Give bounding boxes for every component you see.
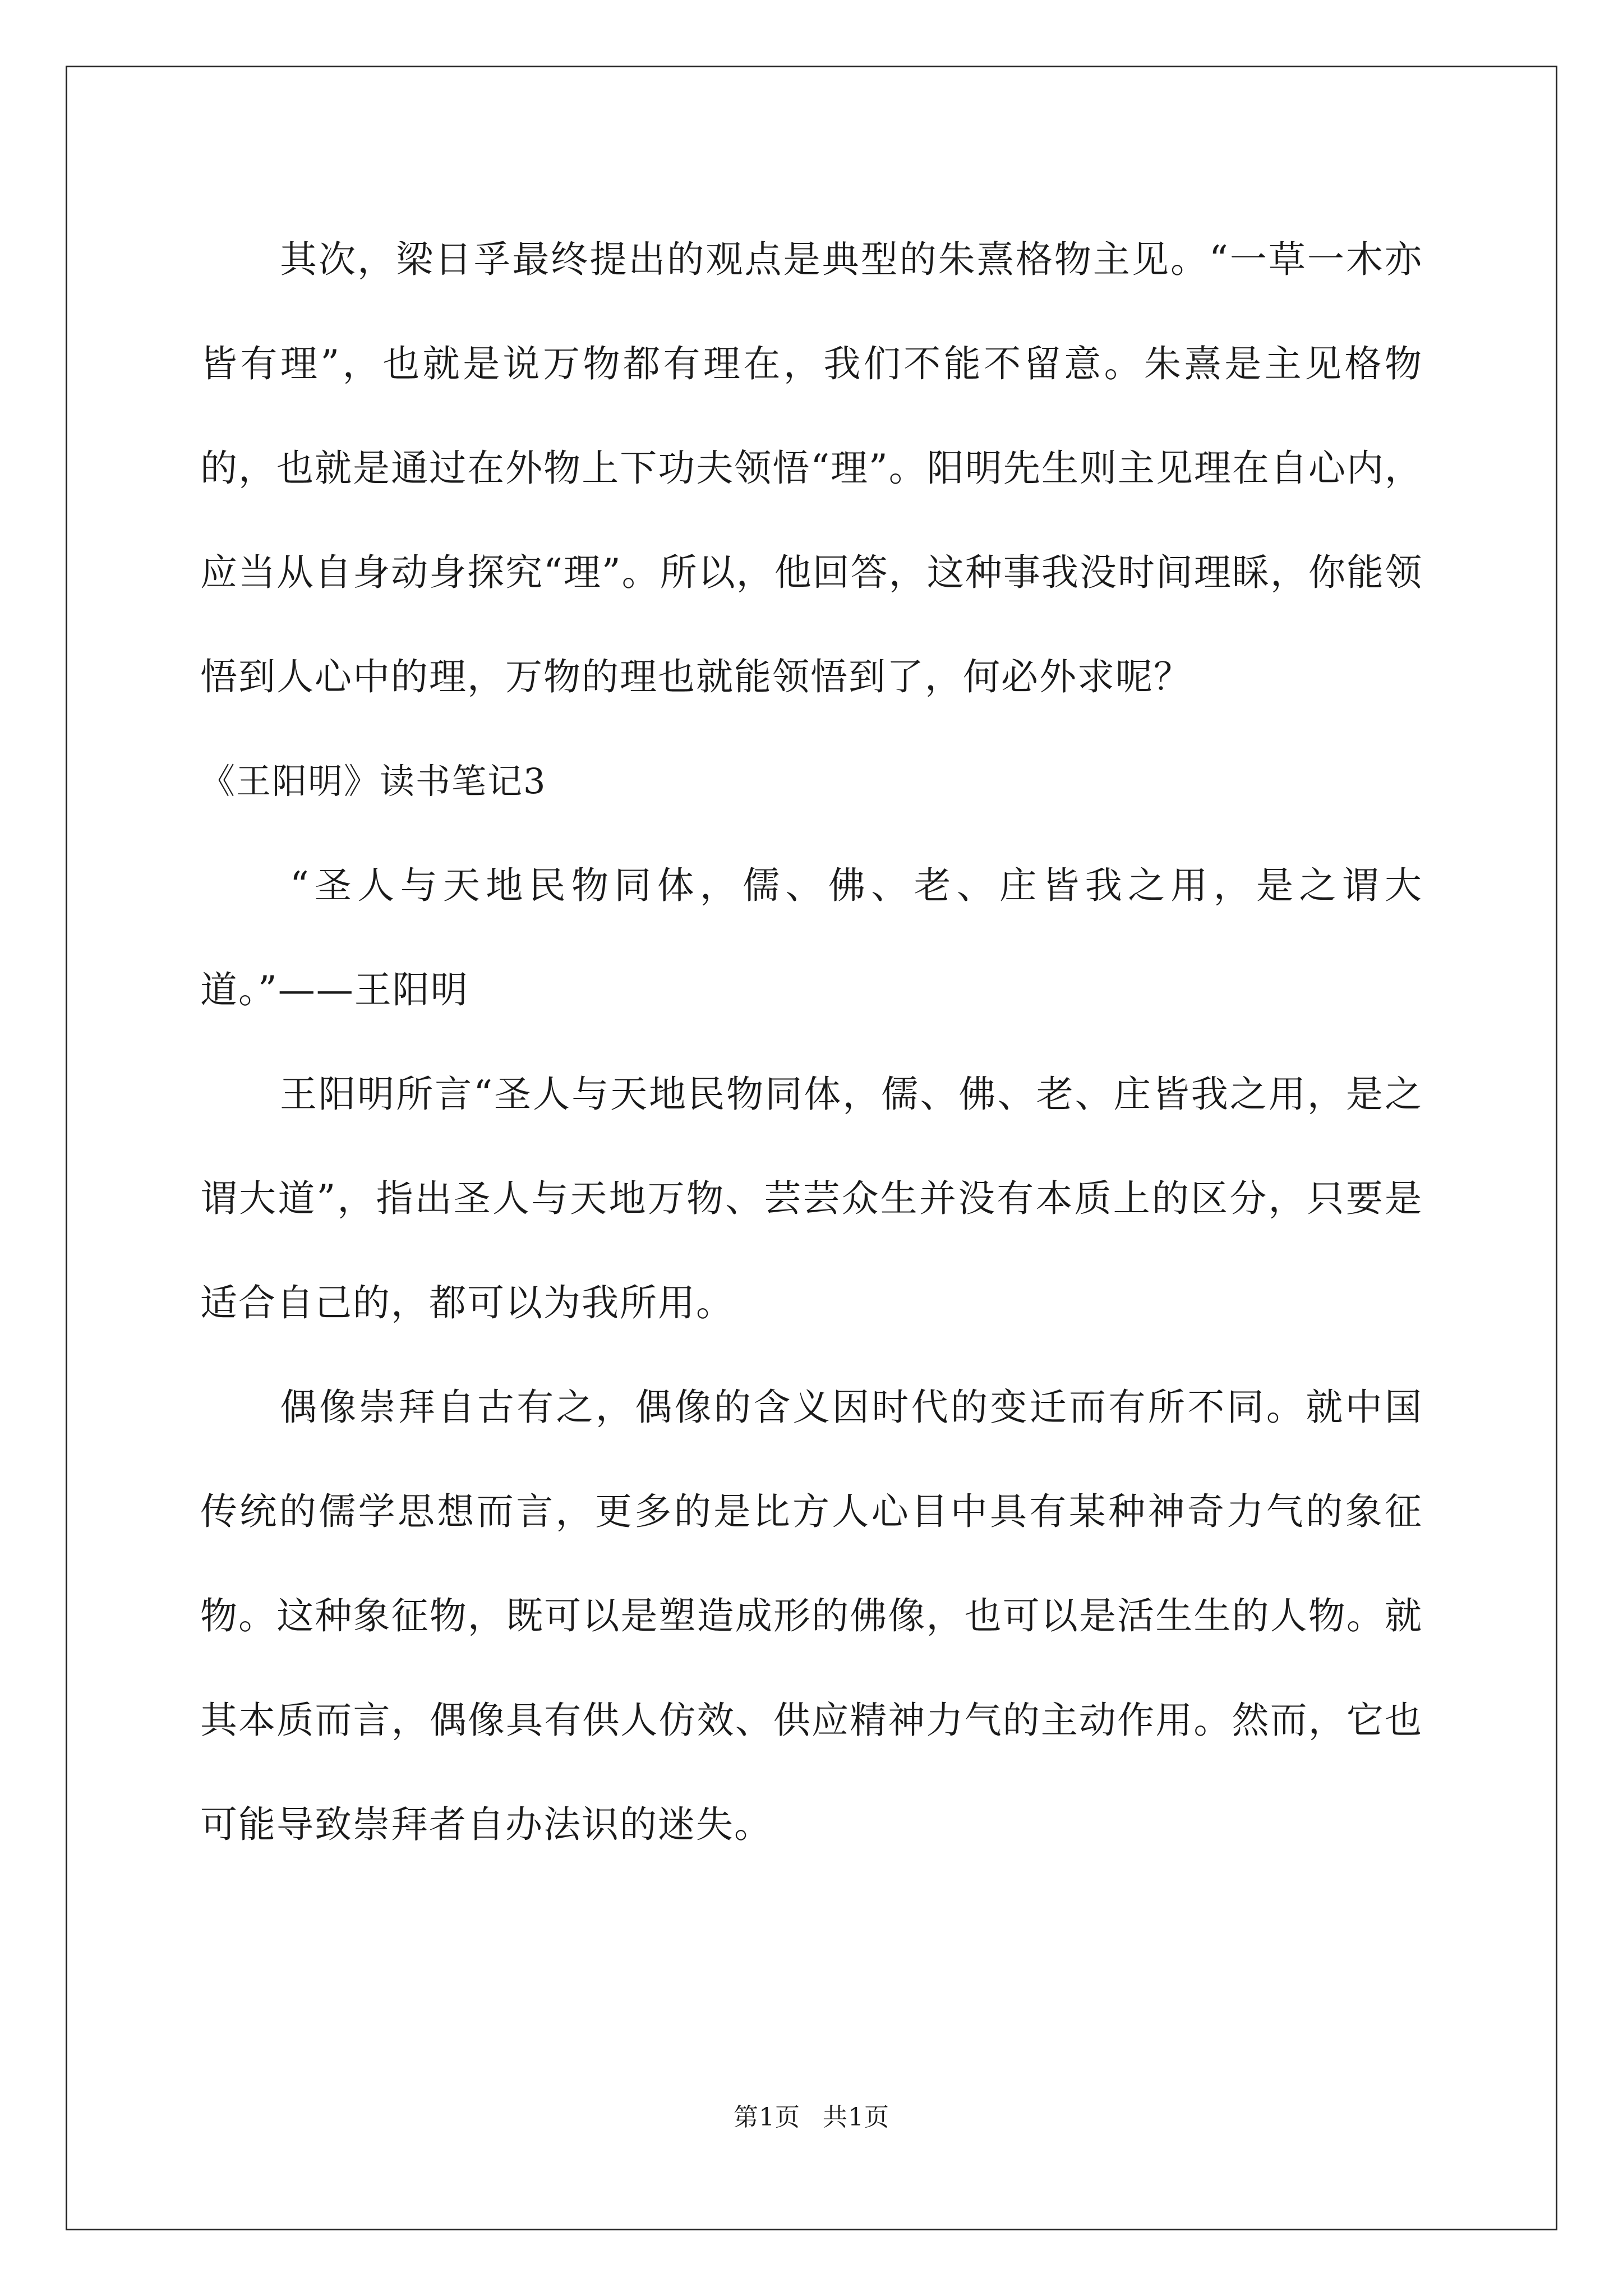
paragraph-2: 王阳明所言“圣人与天地民物同体，儒、佛、老、庄皆我之用，是之谓大道”，指出圣人与天地万物、芸芸众生并没有本质上的区分，只要是适合自己的，都可以为我所用。 [200,1073,1423,1324]
page-number-total: 共1页 [823,2103,889,2132]
document-body [200,208,1423,1877]
quote-paragraph: “圣人与天地民物同体，儒、佛、老、庄皆我之用，是之谓大道。”——王阳明 [200,864,1423,1011]
page-footer [0,2097,1623,2133]
page-number-current: 第1页 [734,2103,800,2132]
paragraph-3: 偶像崇拜自古有之，偶像的含义因时代的变迁而有所不同。就中国传统的儒学思想而言，更多的是比方人心目中具有某种神奇力气的象征物。这种象征物，既可以是塑造成形的佛像，也可以是活生生的人物。就其本质而言，偶像具有供人仿效、供应精神力气的主动作用。然而，它也可能导致崇拜者自办法识的迷失。 [200,1386,1423,1846]
paragraph-1: 其次，梁日孚最终提出的观点是典型的朱熹格物主见。“一草一木亦皆有理”，也就是说万物都有理在，我们不能不留意。朱熹是主见格物的，也就是通过在外物上下功夫领悟“理”。阳明先生则主见理在自心内，应当从自身动身探究“理”。所以，他回答，这种事我没时间理睬，你能领悟到人心中的理，万物的理也就能领悟到了，何必外求呢？ [200,238,1423,698]
section-heading: 《王阳明》读书笔记3 [200,761,547,802]
